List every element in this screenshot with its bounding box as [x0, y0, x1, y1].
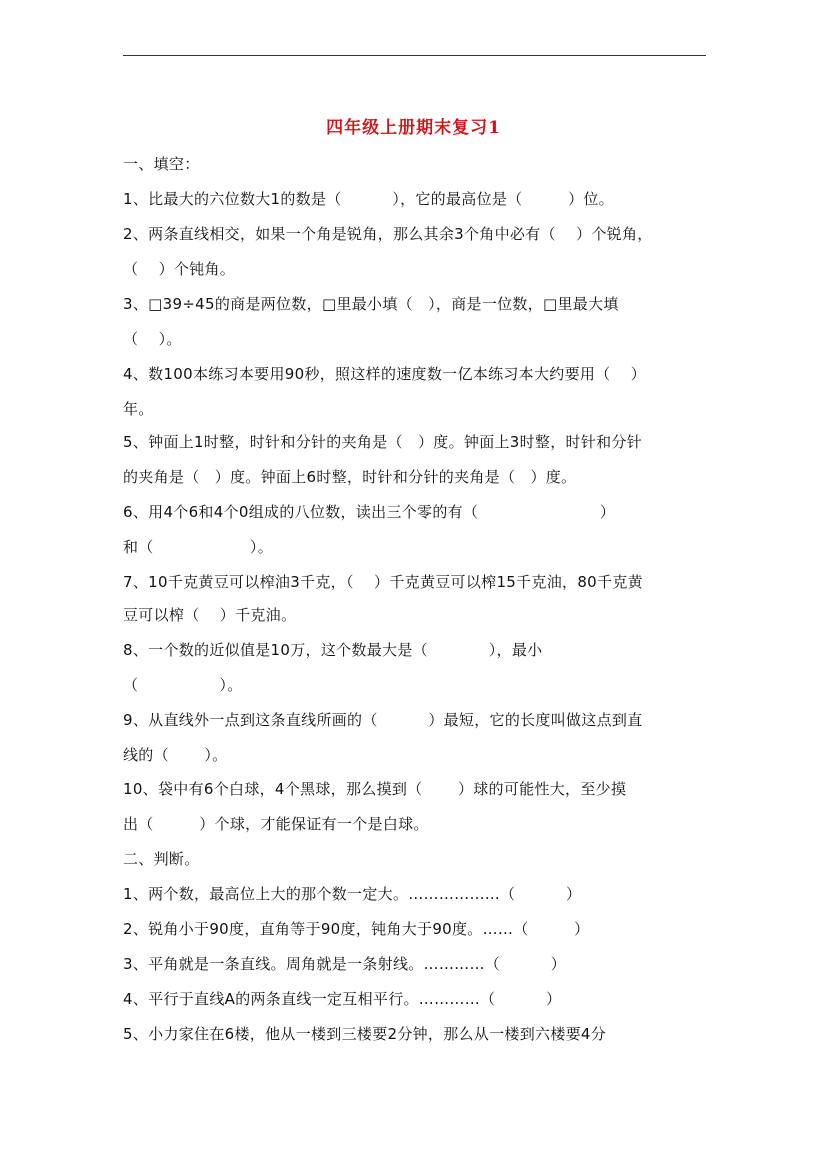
- question-line: 1、比最大的六位数大1的数是（ ），它的最高位是（ ）位。: [123, 190, 614, 208]
- question-line: 线的（ ）。: [123, 746, 228, 764]
- page-title: 四年级上册期末复习1: [326, 118, 501, 138]
- question-line: 4、数100本练习本要用90秒，照这样的速度数一亿本练习本大约要用（ ）: [123, 365, 647, 383]
- question-line: 7、10千克黄豆可以榨油3千克，（ ）千克黄豆可以榨15千克油，80千克黄: [123, 573, 643, 591]
- question-line: 3、□39÷45的商是两位数，□里最小填（ ），商是一位数，□里最大填: [123, 295, 619, 313]
- question-line: 1、两个数，最高位上大的那个数一定大。………………（ ）: [123, 885, 582, 903]
- question-line: 的夹角是（ ）度。钟面上6时整，时针和分针的夹角是（ ）度。: [123, 468, 577, 486]
- question-line: 5、钟面上1时整，时针和分针的夹角是（ ）度。钟面上3时整，时针和分针: [123, 433, 643, 451]
- question-line: 6、用4个6和4个0组成的八位数，读出三个零的有（ ）: [123, 503, 616, 521]
- section-heading-judge: 二、判断。: [123, 850, 200, 868]
- question-line: （ ）。: [123, 330, 182, 348]
- question-line: 2、两条直线相交，如果一个角是锐角，那么其余3个角中必有（ ）个锐角，: [123, 225, 653, 243]
- question-line: 豆可以榨（ ）千克油。: [123, 606, 297, 624]
- question-line: 9、从直线外一点到这条直线所画的（ ）最短，它的长度叫做这点到直: [123, 711, 643, 729]
- question-line: 2、锐角小于90度，直角等于90度，钝角大于90度。……（ ）: [123, 920, 590, 938]
- question-line: （ ）。: [123, 676, 243, 694]
- section-heading-fill-in: 一、填空：: [123, 155, 200, 173]
- question-line: 8、一个数的近似值是10万，这个数最大是（ ），最小: [123, 641, 543, 659]
- header-rule: [123, 55, 706, 56]
- question-line: 5、小力家住在6楼，他从一楼到三楼要2分钟，那么从一楼到六楼要4分: [123, 1025, 607, 1043]
- question-line: （ ）个钝角。: [123, 260, 236, 278]
- question-line: 4、平行于直线A的两条直线一定互相平行。…………（ ）: [123, 990, 562, 1008]
- question-line: 年。: [123, 400, 154, 418]
- question-line: 出（ ）个球，才能保证有一个是白球。: [123, 815, 429, 833]
- question-line: 3、平角就是一条直线。周角就是一条射线。…………（ ）: [123, 955, 567, 973]
- question-line: 和（ ）。: [123, 538, 273, 556]
- question-line: 10、袋中有6个白球，4个黑球，那么摸到（ ）球的可能性大，至少摸: [123, 780, 627, 798]
